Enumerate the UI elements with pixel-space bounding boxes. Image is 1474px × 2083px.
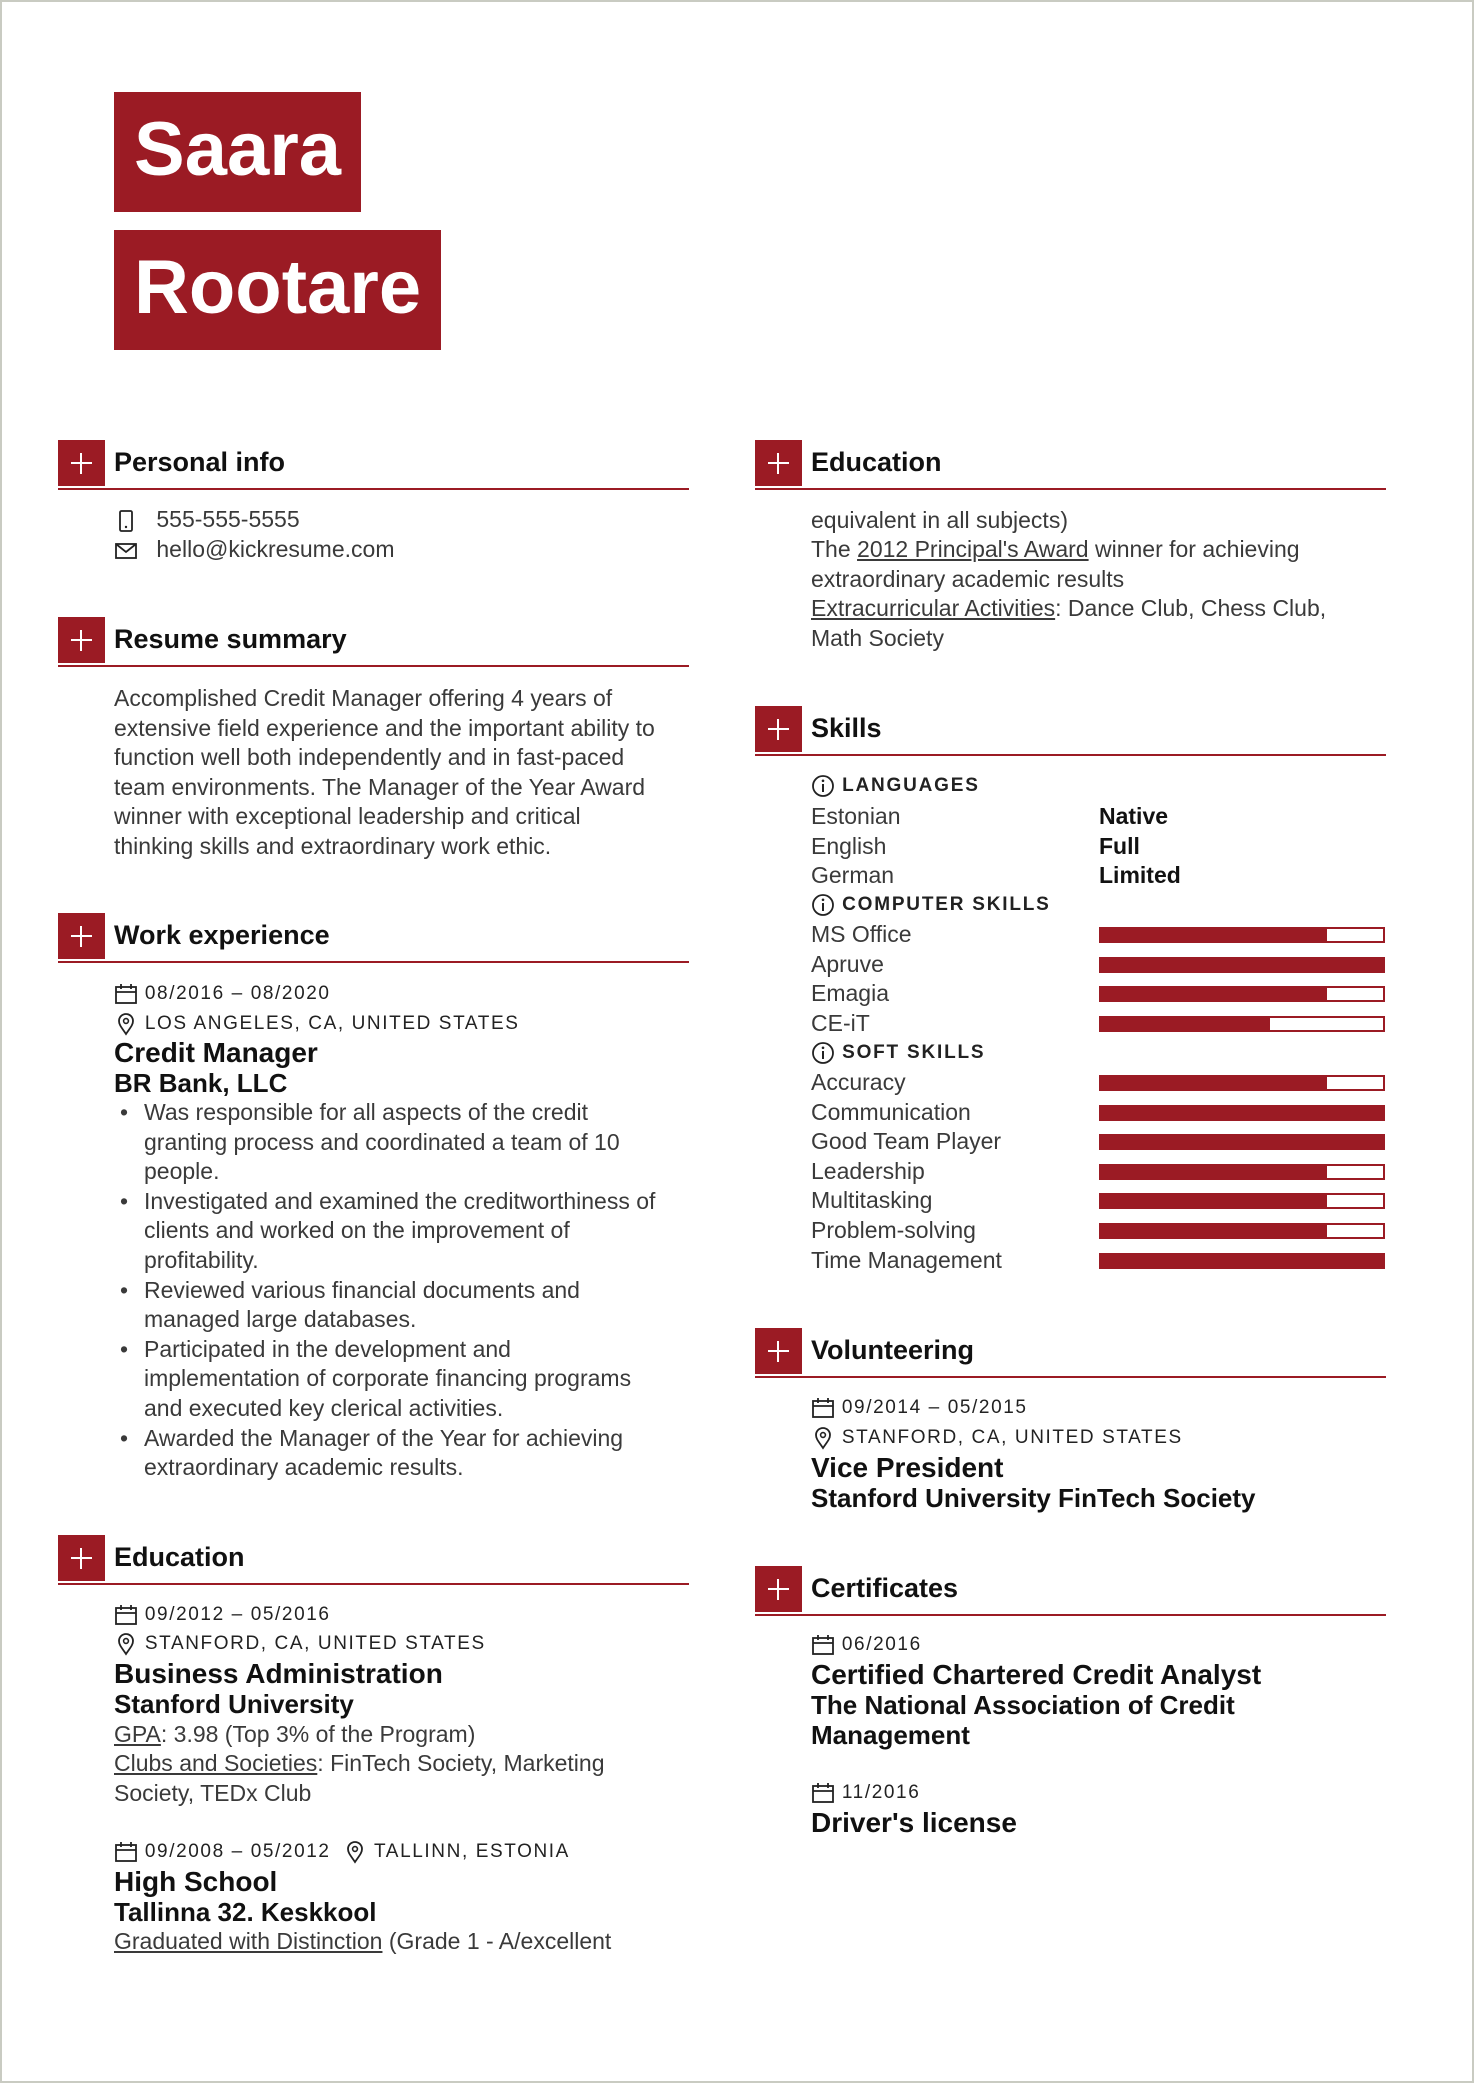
computer-skill-name: MS Office xyxy=(811,921,912,947)
envelope-icon xyxy=(114,539,138,563)
certificates-header xyxy=(755,1566,1386,1616)
calendar-icon xyxy=(114,1841,138,1863)
edu1-dates xyxy=(114,1603,331,1627)
summary-line: thinking skills and extraordinary work ethic. xyxy=(114,833,552,859)
skill-level-fill xyxy=(1101,1255,1383,1267)
edu1-clubs: Clubs and Societies: FinTech Society, Marketing xyxy=(114,1750,605,1776)
section-title: Personal info xyxy=(114,447,286,477)
section-title: Education xyxy=(114,1542,245,1572)
info-icon xyxy=(811,893,835,917)
cert2-date xyxy=(811,1781,920,1805)
summary-header xyxy=(58,617,689,667)
phone-number: 555-555-5555 xyxy=(156,506,300,532)
summary-line: Accomplished Credit Manager offering 4 years of xyxy=(114,685,613,711)
soft-skill-name: Problem-solving xyxy=(811,1217,976,1243)
plus-icon xyxy=(58,617,105,663)
edu2-cont-line: equivalent in all subjects) xyxy=(811,507,1068,533)
skill-level-fill xyxy=(1101,1166,1327,1178)
skill-level-bar xyxy=(1099,927,1385,943)
volunteering-header xyxy=(755,1328,1386,1378)
cert2-date-text: 11/2016 xyxy=(841,1782,921,1803)
edu2-location-text: TALLINN, ESTONIA xyxy=(374,1841,570,1863)
volunteering-dates-text: 09/2014 – 05/2015 xyxy=(841,1397,1028,1418)
summary-line: team environments. The Manager of the Year Award xyxy=(114,774,646,800)
plus-icon xyxy=(58,1535,105,1581)
first-name: Saara xyxy=(114,92,361,212)
edu1-school: Stanford University xyxy=(114,1689,354,1719)
volunteering-location-text: STANFORD, CA, UNITED STATES xyxy=(841,1427,1183,1449)
section-title: Education xyxy=(811,447,942,477)
plus-icon xyxy=(58,440,105,486)
soft-skill-name: Time Management xyxy=(811,1247,1002,1273)
list-item: • Reviewed various financial documents and managed large databases. xyxy=(114,1276,655,1335)
skill-level-fill xyxy=(1101,929,1327,941)
plus-icon xyxy=(755,1328,802,1374)
cert1-issuer: The National Association of Credit xyxy=(811,1690,1235,1720)
skill-level-fill xyxy=(1101,1018,1270,1030)
email-address: hello@kickresume.com xyxy=(156,536,395,562)
skill-level-fill xyxy=(1101,1107,1383,1119)
language-name: Estonian xyxy=(811,803,901,829)
location-pin-icon xyxy=(114,1012,138,1036)
cert1-issuer-cont: Management xyxy=(811,1720,970,1750)
section-title: Resume summary xyxy=(114,624,347,654)
edu1-gpa: GPA: 3.98 (Top 3% of the Program) xyxy=(114,1721,476,1747)
edu2-dates-text: 09/2008 – 05/2012 xyxy=(144,1841,331,1863)
skill-level-fill xyxy=(1101,1195,1327,1207)
edu2-award: The 2012 Principal's Award winner for achieving xyxy=(811,536,1300,562)
plus-icon xyxy=(58,913,105,959)
list-item: • Participated in the development and implementation of corporate financing programs and executed key clerical activities. xyxy=(114,1335,655,1424)
soft-skill-name: Leadership xyxy=(811,1158,925,1184)
skill-level-bar xyxy=(1099,1223,1385,1239)
edu2-extracurricular-cont: Math Society xyxy=(811,625,944,651)
language-level: Native xyxy=(1099,803,1169,829)
skill-level-fill xyxy=(1101,1225,1327,1237)
edu1-location xyxy=(114,1632,486,1656)
plus-icon xyxy=(755,706,802,752)
computer-skill-name: Apruve xyxy=(811,951,884,977)
volunteering-role: Vice President xyxy=(811,1452,1004,1483)
computer-skill-name: Emagia xyxy=(811,980,889,1006)
education-cont-header xyxy=(755,440,1386,490)
skill-level-bar xyxy=(1099,957,1385,973)
computer-skill-name: CE-iT xyxy=(811,1010,870,1036)
section-title: Skills xyxy=(811,713,882,743)
work-dates-text: 08/2016 – 08/2020 xyxy=(144,983,331,1004)
skill-level-bar xyxy=(1099,1164,1385,1180)
calendar-icon xyxy=(114,983,138,1005)
section-title: Work experience xyxy=(114,920,330,950)
cert1-date xyxy=(811,1633,922,1657)
info-icon xyxy=(811,1041,835,1065)
section-title: Certificates xyxy=(811,1573,959,1603)
edu1-degree: Business Administration xyxy=(114,1658,443,1689)
location-pin-icon xyxy=(811,1426,835,1450)
plus-icon xyxy=(755,1566,802,1612)
work-location-text: LOS ANGELES, CA, UNITED STATES xyxy=(144,1013,520,1035)
edu1-dates-text: 09/2012 – 05/2016 xyxy=(144,1604,331,1625)
language-name: English xyxy=(811,833,887,859)
phone-icon xyxy=(114,509,138,533)
work-location xyxy=(114,1012,520,1036)
cert1-title: Certified Chartered Credit Analyst xyxy=(811,1659,1262,1690)
plus-icon xyxy=(755,440,802,486)
work-dates xyxy=(114,982,331,1006)
last-name: Rootare xyxy=(114,230,441,350)
soft-skills-category: SOFT SKILLS xyxy=(811,1041,985,1065)
work-experience-header xyxy=(58,913,689,963)
calendar-icon xyxy=(811,1782,835,1804)
skill-level-fill xyxy=(1101,988,1327,1000)
summary-line: winner with exceptional leadership and critical xyxy=(114,803,581,829)
work-bullets xyxy=(114,1098,655,1483)
location-pin-icon xyxy=(114,1632,138,1656)
personal-info-header xyxy=(58,440,689,490)
skill-level-bar xyxy=(1099,1134,1385,1150)
soft-skill-name: Accuracy xyxy=(811,1069,906,1095)
edu2-extracurricular: Extracurricular Activities: Dance Club, Chess Club, xyxy=(811,595,1327,621)
cert2-title: Driver's license xyxy=(811,1807,1017,1838)
skill-level-bar xyxy=(1099,1105,1385,1121)
work-role: Credit Manager xyxy=(114,1037,318,1068)
language-level: Full xyxy=(1099,833,1140,859)
edu2-distinction: Graduated with Distinction (Grade 1 - A/excellent xyxy=(114,1928,612,1954)
summary-line: function well both independently and in fast-paced xyxy=(114,744,625,770)
work-company: BR Bank, LLC xyxy=(114,1068,288,1098)
skill-level-fill xyxy=(1101,1136,1383,1148)
volunteering-location xyxy=(811,1426,1183,1450)
skill-level-fill xyxy=(1101,959,1383,971)
skill-level-bar xyxy=(1099,1193,1385,1209)
skills-header xyxy=(755,706,1386,756)
location-pin-icon xyxy=(343,1840,367,1864)
skill-level-bar xyxy=(1099,1016,1385,1032)
edu2-award-cont: extraordinary academic results xyxy=(811,566,1125,592)
soft-skill-name: Good Team Player xyxy=(811,1128,1002,1154)
language-level: Limited xyxy=(1099,862,1181,888)
volunteering-dates xyxy=(811,1396,1028,1420)
volunteering-org: Stanford University FinTech Society xyxy=(811,1483,1256,1513)
calendar-icon xyxy=(811,1634,835,1656)
soft-skill-name: Communication xyxy=(811,1099,971,1125)
email-row xyxy=(114,535,394,565)
skill-level-fill xyxy=(1101,1077,1327,1089)
education-header xyxy=(58,1535,689,1585)
edu1-clubs-cont: Society, TEDx Club xyxy=(114,1780,312,1806)
calendar-icon xyxy=(114,1604,138,1626)
phone-row xyxy=(114,505,300,535)
edu1-location-text: STANFORD, CA, UNITED STATES xyxy=(144,1633,486,1655)
edu2-school: Tallinna 32. Keskkool xyxy=(114,1897,377,1927)
edu2-dates-location xyxy=(114,1840,570,1864)
list-item: • Awarded the Manager of the Year for achieving extraordinary academic results. xyxy=(114,1424,655,1483)
skill-level-bar xyxy=(1099,1253,1385,1269)
cert1-date-text: 06/2016 xyxy=(841,1634,922,1655)
skill-level-bar xyxy=(1099,986,1385,1002)
computer-skills-category: COMPUTER SKILLS xyxy=(811,893,1051,917)
info-icon xyxy=(811,774,835,798)
summary-line: extensive field experience and the important ability to xyxy=(114,715,655,741)
list-item: • Investigated and examined the creditworthiness of clients and worked on the improvement of profitability. xyxy=(114,1187,655,1276)
calendar-icon xyxy=(811,1397,835,1419)
language-name: German xyxy=(811,862,895,888)
list-item: • Was responsible for all aspects of the credit granting process and coordinated a team of 10 people. xyxy=(114,1098,655,1187)
skill-level-bar xyxy=(1099,1075,1385,1091)
section-title: Volunteering xyxy=(811,1335,975,1365)
languages-category: LANGUAGES xyxy=(811,774,980,798)
soft-skill-name: Multitasking xyxy=(811,1187,933,1213)
edu2-degree: High School xyxy=(114,1866,278,1897)
